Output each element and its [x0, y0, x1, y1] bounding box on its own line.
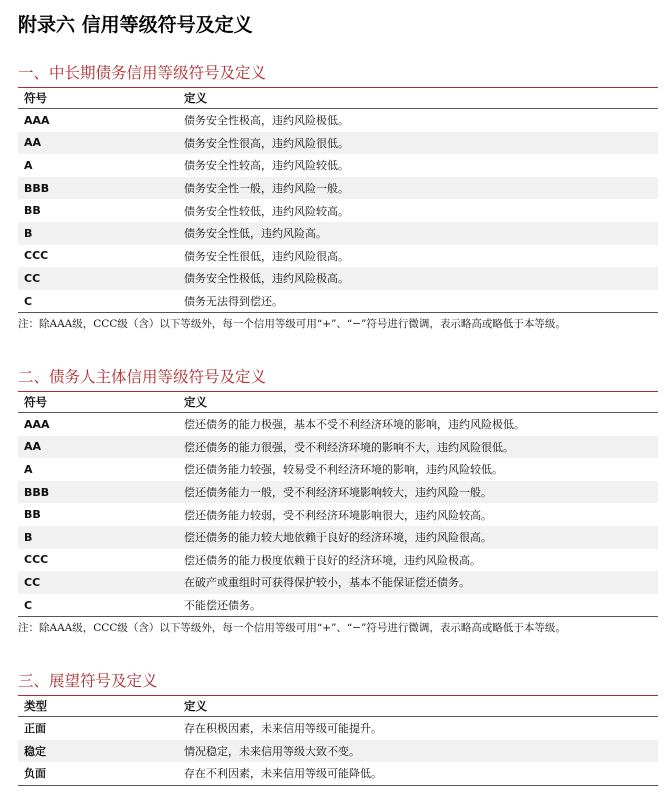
rating-symbol: AA	[24, 136, 42, 150]
table-row	[18, 458, 658, 481]
rating-symbol: B	[24, 226, 33, 240]
rating-symbol: AAA	[24, 113, 50, 127]
column-header-definition: 定义	[184, 91, 207, 105]
table-row	[18, 290, 658, 314]
table-row	[18, 481, 658, 504]
rating-symbol: BBB	[24, 181, 50, 195]
rating-definition: 偿还债务的能力较大地依赖于良好的经济环境，违约风险很高。	[184, 531, 492, 545]
table-row	[18, 222, 658, 245]
table-header-row	[18, 696, 658, 717]
rating-definition: 债务无法得到偿还。	[184, 295, 283, 309]
column-header-definition: 定义	[184, 699, 207, 713]
table-row	[18, 503, 658, 526]
rating-table	[18, 391, 658, 617]
rating-definition: 偿还债务的能力很强，受不利经济环境的影响不大，违约风险很低。	[184, 440, 514, 454]
table-row	[18, 245, 658, 268]
table-row	[18, 199, 658, 222]
rating-symbol: B	[24, 530, 33, 544]
rating-symbol: CCC	[24, 249, 49, 263]
column-header-type: 类型	[24, 699, 47, 713]
table-row	[18, 109, 658, 132]
rating-symbol: CC	[24, 575, 41, 589]
rating-definition: 债务安全性一般，违约风险一般。	[184, 182, 349, 196]
rating-definition: 偿还债务的能力极强，基本不受不利经济环境的影响，违约风险极低。	[184, 418, 525, 432]
outlook-type: 稳定	[24, 744, 46, 758]
table-row	[18, 436, 658, 459]
section-heading: 三、展望符号及定义	[18, 672, 158, 690]
outlook-type: 负面	[24, 767, 46, 781]
page-title: 附录六 信用等级符号及定义	[18, 14, 253, 36]
rating-definition: 债务安全性较低，违约风险较高。	[184, 204, 349, 218]
rating-definition: 债务安全性极高，违约风险极低。	[184, 114, 349, 128]
rating-symbol: BBB	[24, 485, 50, 499]
rating-definition: 偿还债务能力较弱，受不利经济环境影响很大，违约风险较高。	[184, 508, 492, 522]
column-header-definition: 定义	[184, 395, 207, 409]
rating-definition: 偿还债务的能力极度依赖于良好的经济环境，违约风险极高。	[184, 553, 481, 567]
table-note: 注：除AAA级，CCC级（含）以下等级外，每一个信用等级可用“+”、“−”符号进行微调，表示略高或略低于本等级。	[18, 318, 566, 331]
rating-table	[18, 87, 658, 313]
table-row	[18, 267, 658, 290]
outlook-definition: 存在不利因素，未来信用等级可能降低。	[184, 767, 382, 781]
table-row	[18, 177, 658, 200]
table-row	[18, 594, 658, 618]
column-header-symbol: 符号	[24, 395, 47, 409]
section-long-term-debt	[18, 62, 658, 331]
rating-symbol: C	[24, 294, 33, 308]
outlook-definition: 存在积极因素，未来信用等级可能提升。	[184, 722, 382, 736]
table-row	[18, 526, 658, 549]
rating-definition: 偿还债务能力较强，较易受不利经济环境的影响，违约风险较低。	[184, 463, 503, 477]
table-row	[18, 132, 658, 155]
outlook-definition: 情况稳定，未来信用等级大致不变。	[184, 744, 360, 758]
section-outlook	[18, 670, 658, 786]
rating-definition: 债务安全性低，违约风险高。	[184, 227, 327, 241]
rating-definition: 债务安全性很低，违约风险很高。	[184, 249, 349, 263]
rating-symbol: CCC	[24, 553, 49, 567]
rating-definition: 偿还债务能力一般，受不利经济环境影响较大，违约风险一般。	[184, 486, 492, 500]
table-row	[18, 717, 658, 740]
column-header-symbol: 符号	[24, 91, 47, 105]
outlook-type: 正面	[24, 722, 46, 736]
rating-symbol: A	[24, 158, 33, 172]
table-row	[18, 762, 658, 786]
section-issuer-rating	[18, 366, 658, 635]
rating-definition: 债务安全性极低，违约风险极高。	[184, 272, 349, 286]
table-row	[18, 571, 658, 594]
table-row	[18, 740, 658, 763]
table-note: 注：除AAA级，CCC级（含）以下等级外，每一个信用等级可用“+”、“−”符号进行微调，表示略高或略低于本等级。	[18, 622, 566, 635]
rating-symbol: A	[24, 462, 33, 476]
section-heading: 一、中长期债务信用等级符号及定义	[18, 64, 267, 82]
table-row	[18, 413, 658, 436]
rating-symbol: BB	[24, 204, 41, 218]
rating-definition: 债务安全性很高，违约风险很低。	[184, 136, 349, 150]
rating-definition: 在破产或重组时可获得保护较小，基本不能保证偿还债务。	[184, 576, 470, 590]
table-header-row	[18, 88, 658, 109]
table-header-row	[18, 392, 658, 413]
table-row	[18, 154, 658, 177]
rating-definition: 不能偿还债务。	[184, 599, 261, 613]
rating-symbol: CC	[24, 271, 41, 285]
table-row	[18, 549, 658, 572]
section-heading: 二、债务人主体信用等级符号及定义	[18, 368, 267, 386]
rating-symbol: AAA	[24, 417, 50, 431]
outlook-table	[18, 695, 658, 786]
rating-symbol: AA	[24, 440, 42, 454]
rating-definition: 债务安全性较高，违约风险较低。	[184, 159, 349, 173]
rating-symbol: BB	[24, 508, 41, 522]
rating-symbol: C	[24, 598, 33, 612]
